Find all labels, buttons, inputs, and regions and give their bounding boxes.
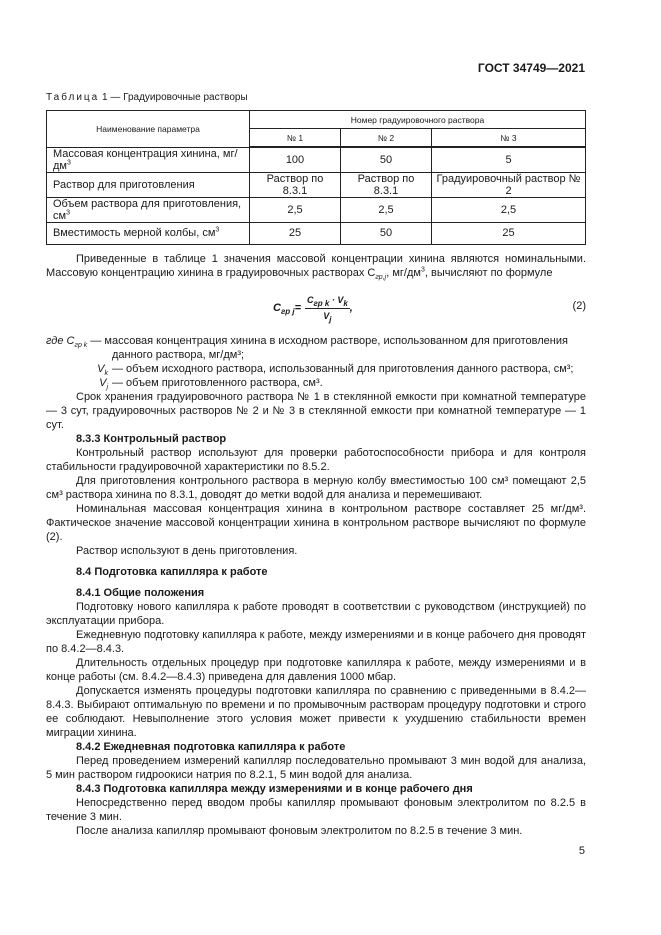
cell-value: 2,5 bbox=[432, 197, 586, 222]
table-row bbox=[47, 197, 586, 222]
table-caption bbox=[46, 92, 248, 103]
where-item: $V_j$ — объем приготовленного раствора, см³. bbox=[99, 377, 323, 392]
cell-value: 25 bbox=[250, 222, 341, 244]
cell-value: 50 bbox=[341, 147, 432, 172]
paragraph: Длительность отдельных процедур при подготовке капилляра к работе, между измерениями и в конце работы (см. 8.4.2—8.4.3) приведена для давления 1000 мбар. bbox=[46, 657, 586, 683]
col-3: № 3 bbox=[432, 129, 586, 148]
formula-tail: , bbox=[349, 302, 353, 315]
paragraph: После анализа капилляр промывают фоновым электролитом по 8.2.5 в течение 3 мин. bbox=[76, 825, 523, 837]
superscript: 3 bbox=[420, 266, 425, 274]
formula-num-sub: гр k bbox=[313, 298, 330, 308]
cell-value: 25 bbox=[432, 222, 586, 244]
col-param: Наименование параметра bbox=[47, 111, 250, 148]
paragraph: Номинальная массовая концентрация хинина в контрольном растворе составляет 25 мг/дм³. Фактическое значение массовой концентрации хинина в контрольном растворе вычисляют по формуле (2). bbox=[46, 503, 586, 543]
cell-value: Раствор по 8.3.1 bbox=[341, 172, 432, 197]
paragraph: Ежедневную подготовку капилляра к работе, между измерениями и в конце рабочего дня проводят по 8.4.2—8.4.3. bbox=[46, 629, 586, 655]
paragraph: Контрольный раствор используют для проверки работоспособности прибора и для контроля стабильности градуировочной характеристики по 8.5.2. bbox=[46, 447, 586, 473]
table-caption-text: 1 — Градуировочные растворы bbox=[102, 92, 248, 103]
formula-den: V bbox=[323, 310, 330, 321]
page-number: 5 bbox=[578, 845, 585, 857]
body-text bbox=[46, 252, 586, 838]
paragraph: Срок хранения градуировочного раствора № 1 в стеклянной емкости при комнатной температуре — 3 сут, градуировочных растворов № 2 и № 3 в стеклянной емкости при комнатной температуре — 1 сут. bbox=[46, 391, 586, 431]
cell-value: Градуировочный раствор № 2 bbox=[432, 172, 586, 197]
cell-value: 50 bbox=[341, 222, 432, 244]
paragraph: Раствор используют в день приготовления. bbox=[76, 545, 298, 557]
formula-num: C bbox=[307, 295, 314, 305]
table-row bbox=[47, 147, 586, 172]
table-row bbox=[47, 222, 586, 244]
formula-den-sub: j bbox=[329, 314, 332, 324]
cell-value: Раствор по 8.3.1 bbox=[250, 172, 341, 197]
col-2: № 2 bbox=[341, 129, 432, 148]
calibration-table bbox=[46, 110, 586, 245]
formula-number: (2) bbox=[572, 300, 586, 312]
section-heading: 8.3.3 Контрольный раствор bbox=[76, 433, 227, 445]
where-block bbox=[46, 334, 586, 390]
paragraph: Подготовку нового капилляра к работе проводят в соответствии с руководством (инструкцией) по эксплуатации прибора. bbox=[46, 601, 586, 627]
param-name: Вместимость мерной колбы, $см^3$ bbox=[47, 222, 250, 244]
table-caption-prefix: Таблица bbox=[46, 92, 100, 103]
subscript: гр,j bbox=[375, 274, 387, 282]
formula-dot: · V bbox=[329, 295, 344, 305]
paragraph bbox=[46, 252, 586, 280]
formula-lhs: C bbox=[273, 301, 281, 314]
formula-lhs-group bbox=[273, 301, 295, 316]
where-item: где $C_{гр k}$ — массовая концентрация хинина в исходном растворе, использованном для приготовления данного раствора, мг/дм³; bbox=[46, 335, 568, 361]
paragraph: Для приготовления контрольного раствора в мерную колбу вместимостью 100 см³ помещают 2,5 см³ раствора хинина по 8.3.1, доводят до метки водой для анализа и перемешивают. bbox=[46, 475, 586, 501]
section-heading: 8.4.1 Общие положения bbox=[76, 587, 205, 599]
cell-value: 2,5 bbox=[341, 197, 432, 222]
formula-lhs-sub: гр j bbox=[280, 306, 295, 316]
param-name: Объем раствора для приготовления, $см^3$ bbox=[47, 197, 250, 222]
text: , вычисляют по формуле bbox=[424, 267, 553, 279]
section-heading: 8.4.2 Ежедневная подготовка капилляра к работе bbox=[76, 741, 346, 753]
formula-eq: = bbox=[294, 302, 301, 315]
table-row bbox=[47, 172, 586, 197]
paragraph: Непосредственно перед вводом пробы капилляр промывают фоновым электролитом по 8.2.5 в течение 3 мин. bbox=[46, 797, 586, 823]
section-heading: 8.4.3 Подготовка капилляра между измерениями и в конце рабочего дня bbox=[76, 783, 473, 795]
cell-value: 100 bbox=[250, 147, 341, 172]
paragraph: Перед проведением измерений капилляр последовательно промывают 3 мин водой для анализа, 5 мин раствором гидроокиси натрия по 8.2.1, 5 мин водой для анализа. bbox=[46, 755, 586, 781]
col-group: Номер градуировочного раствора bbox=[250, 111, 586, 129]
section-heading: 8.4 Подготовка капилляра к работе bbox=[76, 566, 268, 578]
formula bbox=[46, 280, 586, 334]
col-1: № 1 bbox=[250, 129, 341, 148]
text: Приведенные в таблице 1 значения массовой концентрации хинина являются номинальными. Массовую концентрацию хинина в градуировочных растворах C bbox=[46, 253, 586, 279]
cell-value: 5 bbox=[432, 147, 586, 172]
param-name: Массовая концентрация хинина, $мг/дм^3$ bbox=[47, 147, 250, 172]
formula-num-sub2: k bbox=[343, 298, 348, 308]
cell-value: 2,5 bbox=[250, 197, 341, 222]
param-name: Раствор для приготовления bbox=[47, 172, 250, 197]
document-header: ГОСТ 34749—2021 bbox=[477, 61, 585, 75]
where-item: $V_k$ — объем исходного раствора, использованный для приготовления данного раствора, см³; bbox=[97, 363, 574, 378]
text: , мг/дм bbox=[386, 267, 421, 279]
paragraph: Допускается изменять процедуры подготовки капилляра по сравнению с приведенными в 8.4.2—8.4.3. Выбирают оптимальную по времени и по промывочным растворам процедуру подготовки и строго ее соблюдают. Невыполнение этого условия может привести к ухудшению стабильности времен миграции хинина. bbox=[46, 685, 586, 739]
